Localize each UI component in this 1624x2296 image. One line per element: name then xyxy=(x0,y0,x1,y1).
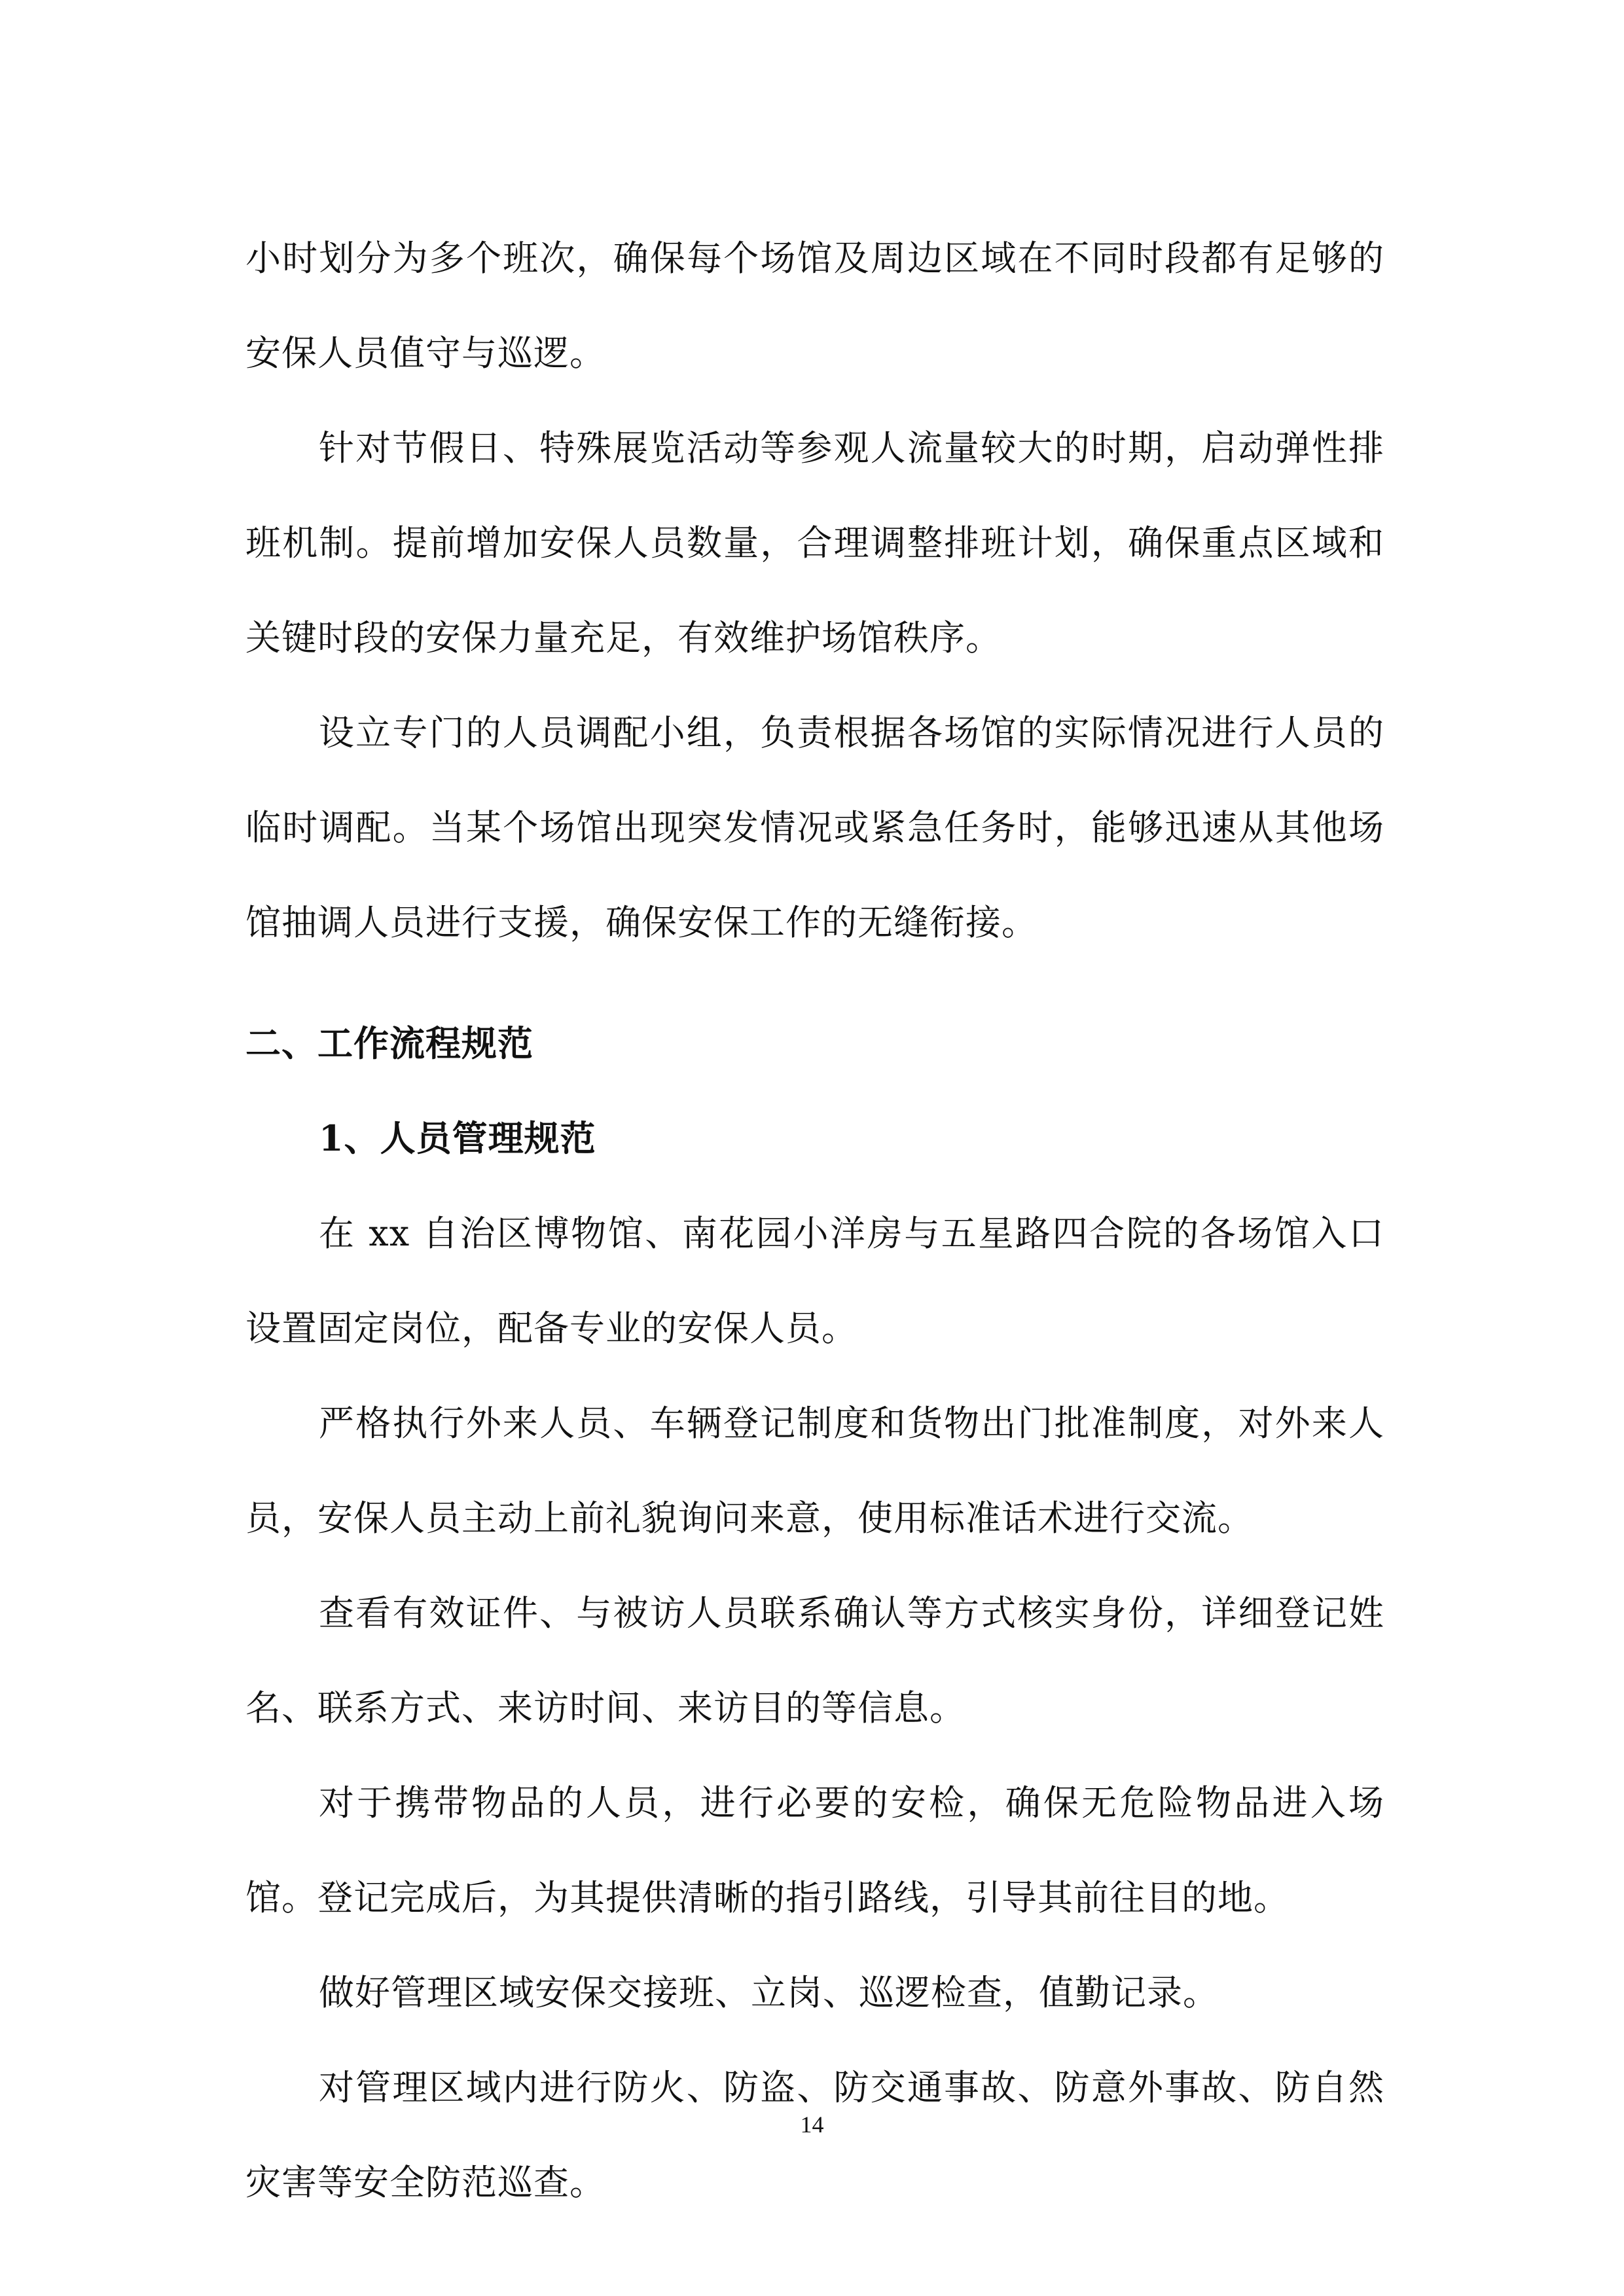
section-heading: 二、工作流程规范 xyxy=(245,1022,533,1064)
paragraphs-before xyxy=(245,211,1384,970)
page-content xyxy=(245,211,1384,2230)
body-paragraph: 设立专门的人员调配小组，负责根据各场馆的实际情况进行人员的临时调配。当某个场馆出现突发情况或紧急任务时，能够迅速从其他场馆抽调人员进行支援，确保安保工作的无缝衔接。 xyxy=(245,712,1384,943)
body-paragraph: 在 xx 自治区博物馆、南花园小洋房与五星路四合院的各场馆入口设置固定岗位，配备专业的安保人员。 xyxy=(245,1213,1384,1349)
body-paragraph: 小时划分为多个班次，确保每个场馆及周边区域在不同时段都有足够的安保人员值守与巡逻。 xyxy=(245,238,1384,374)
page-number: 14 xyxy=(800,2111,824,2138)
subsection-heading: 1、人员管理规范 xyxy=(319,1117,596,1159)
body-paragraph: 做好管理区域安保交接班、立岗、巡逻检查，值勤记录。 xyxy=(319,1972,1219,2013)
body-paragraph: 查看有效证件、与被访人员联系确认等方式核实身份，详细登记姓名、联系方式、来访时间、来访目的等信息。 xyxy=(245,1592,1384,1729)
body-paragraph: 对于携带物品的人员，进行必要的安检，确保无危险物品进入场馆。登记完成后，为其提供清晰的指引路线，引导其前往目的地。 xyxy=(245,1782,1384,1918)
body-paragraph: 对管理区域内进行防火、防盗、防交通事故、防意外事故、防自然灾害等安全防范巡查。 xyxy=(245,2067,1384,2203)
body-paragraph: 针对节假日、特殊展览活动等参观人流量较大的时期，启动弹性排班机制。提前增加安保人员数量，合理调整排班计划，确保重点区域和关键时段的安保力量充足，有效维护场馆秩序。 xyxy=(245,427,1384,658)
body-paragraph: 严格执行外来人员、车辆登记制度和货物出门批准制度，对外来人员，安保人员主动上前礼貌询问来意，使用标准话术进行交流。 xyxy=(245,1403,1384,1539)
paragraphs-after xyxy=(245,1186,1384,2230)
